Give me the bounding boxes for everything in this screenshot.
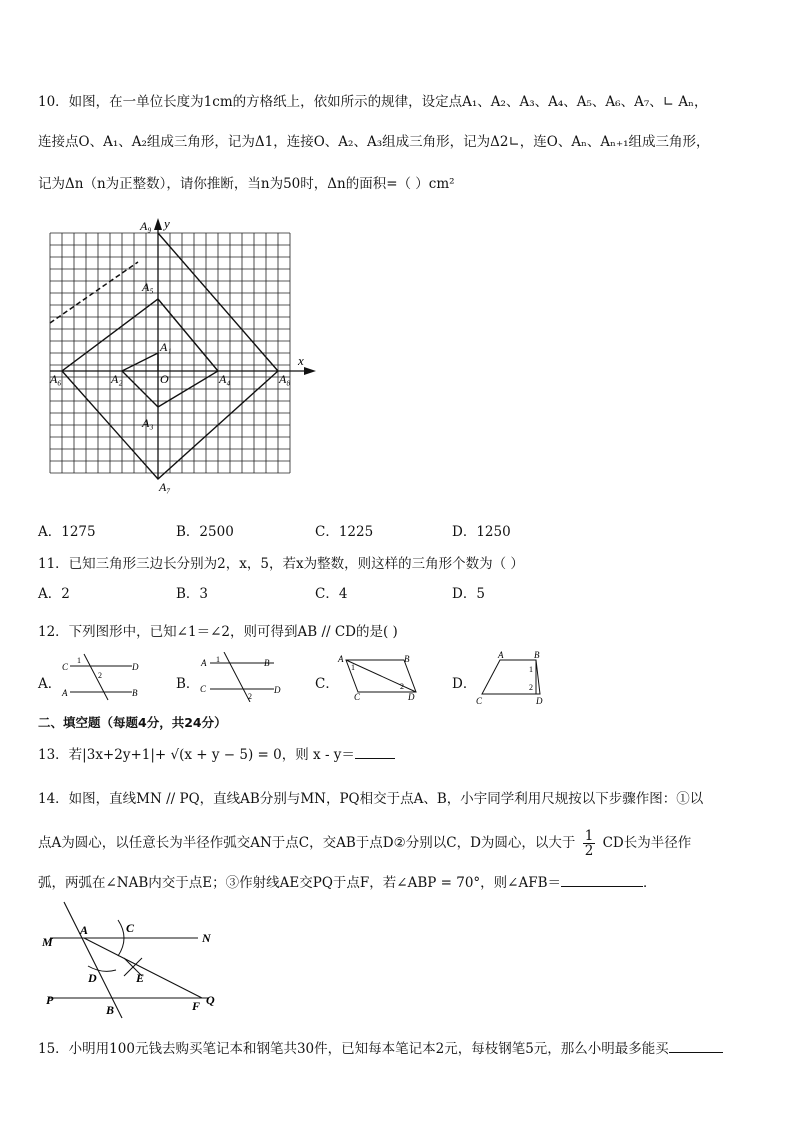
q14-line1: 14．如图，直线MN // PQ，直线AB分别与MN，PQ相交于点A、B，小宇同学利用尺规按以下步骤作图：①以 [38, 791, 704, 807]
fig-c-label-D: D [408, 692, 415, 702]
fig-a-label-D: D [132, 662, 139, 672]
q11-option-c[interactable]: C．4 [315, 586, 348, 602]
label-A6: A₆ [50, 372, 62, 386]
fig-b-angle-2: 2 [248, 692, 252, 701]
fig-d-label-A: A [498, 650, 504, 660]
q13-answer-blank[interactable] [355, 758, 395, 759]
fig14-label-C: C [126, 921, 135, 935]
fig-a-label-B: B [132, 688, 138, 698]
q12-option-d[interactable]: D． [452, 676, 477, 692]
label-A5: A₅ [142, 280, 154, 294]
q12-text: 12．下列图形中，已知∠1＝∠2，则可得到AB // CD的是( ) [38, 624, 398, 640]
q14-line2b: CD长为半径作 [602, 835, 692, 851]
fig-d-label-B: B [534, 650, 540, 660]
q10-option-b[interactable]: B．2500 [176, 524, 234, 540]
fig14-label-P: P [46, 993, 54, 1007]
q11-option-d[interactable]: D．5 [452, 586, 485, 602]
q12-option-c[interactable]: C． [315, 676, 339, 692]
q12-option-a[interactable]: A． [38, 676, 62, 692]
fig14-label-F: F [192, 999, 201, 1013]
fig14-label-E: E [136, 971, 145, 985]
q10-option-a[interactable]: A．1275 [38, 524, 96, 540]
q15-line [38, 1037, 723, 1057]
section-title: 二、填空题（每题4分，共24分） [38, 715, 227, 730]
label-A9: A₉ [140, 219, 152, 233]
q13-line [38, 743, 395, 763]
fraction-numerator: 1 [584, 828, 594, 844]
dashed-line [50, 262, 138, 323]
fig-c-label-C: C [354, 692, 361, 702]
label-O: O [160, 372, 169, 386]
fig-a-angle-2: 2 [98, 671, 102, 680]
fraction-denominator: 2 [584, 843, 594, 859]
fig-c-label-A: A [338, 654, 344, 664]
q14-line2a: 点A为圆心，以任意长为半径作弧交AN于点C，交AB于点D②分别以C，D为圆心，以大于 [38, 835, 576, 851]
q10-option-c[interactable]: C．1225 [315, 524, 374, 540]
fig-d-label-D: D [536, 696, 543, 706]
fig14-label-D: D [88, 971, 97, 985]
fig-a-label-C: C [62, 662, 69, 672]
q12-figure-c [336, 652, 421, 702]
q11-option-b[interactable]: B．3 [176, 586, 209, 602]
fig-b-label-B: B [264, 658, 270, 668]
label-A3: A₃ [142, 416, 154, 430]
fig-c-angle-1: 1 [351, 663, 355, 672]
q10-line2: 连接点O、A₁、A₂组成三角形，记为Δ1，连接O、A₂、A₃组成三角形，记为Δ2∟，连O、Aₙ、Aₙ₊₁组成三角形， [38, 134, 710, 150]
fig-b-label-C: C [200, 684, 207, 694]
q15-text: 15．小明用100元钱去购买笔记本和钢笔共30件，已知每本笔记本2元，每枝钢笔5元，那么小明最多能买 [38, 1041, 669, 1057]
q13-text: 13．若|3x+2y+1|+ √(x + y − 5) = 0，则 x - y＝ [38, 747, 355, 763]
fraction-half [583, 829, 596, 858]
q12-figure-a [60, 652, 142, 702]
q10-option-d[interactable]: D．1250 [452, 524, 511, 540]
fig-d-angle-2: 2 [529, 683, 533, 692]
q10-line1: 10．如图，在一单位长度为1cm的方格纸上，依如所示的规律，设定点A₁、A₂、A₃、A₄、A₅、A₆、A₇、∟ Aₙ， [38, 94, 708, 110]
label-A7: A₇ [159, 480, 171, 494]
q10-line3: 记为Δn（n为正整数），请你推断，当n为50时，Δn的面积=（ ）cm² [38, 176, 455, 192]
fig-d-angle-1: 1 [529, 665, 533, 674]
fig-d-label-C: C [476, 696, 483, 706]
label-A2: A₂ [111, 372, 123, 386]
q14-line2 [38, 829, 691, 858]
q12-figure-d [474, 650, 554, 706]
fig-b-label-A: A [201, 658, 207, 668]
q11-option-a[interactable]: A．2 [38, 586, 70, 602]
q14-answer-blank[interactable] [561, 886, 643, 887]
fig-b-label-D: D [274, 685, 281, 695]
fig14-label-M: M [42, 935, 53, 949]
q12-figure-b [198, 652, 288, 702]
fig14-label-N: N [202, 931, 211, 945]
q12-option-b[interactable]: B． [176, 676, 200, 692]
q15-answer-blank[interactable] [669, 1052, 723, 1053]
q14-line3-text: 弧，两弧在∠NAB内交于点E；③作射线AE交PQ于点F，若∠ABP = 70°，则∠AFB＝ [38, 875, 562, 891]
q10-grid-figure [38, 212, 328, 497]
label-A1: A₁ [160, 340, 172, 354]
fig-c-label-B: B [404, 654, 410, 664]
q14-figure [38, 900, 238, 1020]
fig-a-label-A: A [62, 688, 68, 698]
label-y: y [164, 216, 170, 231]
label-A4: A₄ [219, 372, 231, 386]
label-x: x [298, 353, 304, 368]
fig-a-angle-1: 1 [77, 656, 81, 665]
fig-c-angle-2: 2 [400, 682, 404, 691]
fig-b-angle-1: 1 [216, 655, 220, 664]
fig14-label-B: B [106, 1003, 115, 1017]
fig14-label-A: A [80, 923, 89, 937]
q11-text: 11．已知三角形三边长分别为2，x，5，若x为整数，则这样的三角形个数为（ ） [38, 556, 524, 572]
q14-line3: 弧，两弧在∠NAB内交于点E；③作射线AE交PQ于点F，若∠ABP = 70°，则∠AFB＝ ． [38, 875, 657, 891]
label-A8: A₈ [279, 372, 291, 386]
fig14-label-Q: Q [206, 993, 215, 1007]
